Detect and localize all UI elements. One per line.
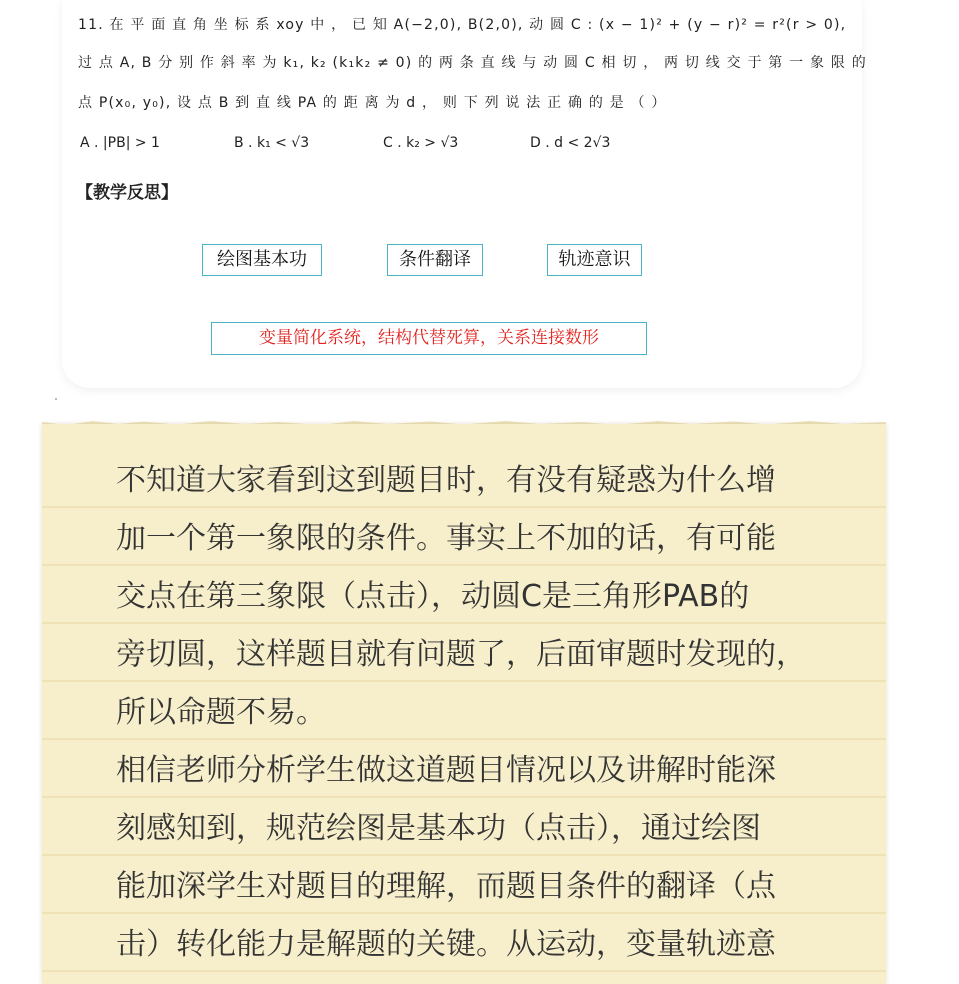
tag-condition-translation: 条件翻译 <box>387 244 483 276</box>
option-d: D . d < 2√3 <box>530 135 611 151</box>
note-line: 不知道大家看到这到题目时，有没有疑惑为什么增 <box>116 463 776 498</box>
note-line: 刻感知到，规范绘图是基本功（点击），通过绘图 <box>116 811 761 846</box>
question-line-3: 点 P(x₀, y₀), 设 点 B 到 直 线 PA 的 距 离 为 d ， 则 下 列 说 法 正 确 的 是 （ ） <box>78 95 667 111</box>
note-line: 击）转化能力是解题的关键。从运动，变量轨迹意 <box>116 927 776 962</box>
note-line: 所以命题不易。 <box>116 695 326 730</box>
option-b: B . k₁ < √3 <box>234 135 310 151</box>
note-line: 交点在第三象限（点击），动圆C是三角形PAB的 <box>116 579 750 614</box>
summary-box: 变量简化系统，结构代替死算，关系连接数形 <box>211 322 647 355</box>
question-line-2: 过 点 A, B 分 别 作 斜 率 为 k₁, k₂ (k₁k₂ ≠ 0) 的 两 条 直 线 与 动 圆 C 相 切 ， 两 切 线 交 于 第 一 象 限 的 <box>78 55 867 71</box>
note-body <box>116 452 886 974</box>
reflection-heading: 【教学反思】 <box>76 183 178 203</box>
tag-locus-awareness: 轨迹意识 <box>547 244 642 276</box>
option-c: C . k₂ > √3 <box>383 135 459 151</box>
question-line-1: 11. 在 平 面 直 角 坐 标 系 xoy 中 ， 已 知 A(−2,0), B(2,0), 动 圆 C : (x − 1)² + (y − r)² = r²(r > 0), <box>78 17 847 33</box>
note-line: 相信老师分析学生做这道题目情况以及讲解时能深 <box>116 753 776 788</box>
note-line: 旁切圆，这样题目就有问题了，后面审题时发现的， <box>116 637 806 672</box>
divider-dot <box>55 398 57 400</box>
tag-drawing-basics: 绘图基本功 <box>202 244 322 276</box>
note-line: 能加深学生对题目的理解，而题目条件的翻译（点 <box>116 869 776 904</box>
note-line: 加一个第一象限的条件。事实上不加的话，有可能 <box>116 521 776 556</box>
option-a: A . |PB| > 1 <box>80 135 160 151</box>
